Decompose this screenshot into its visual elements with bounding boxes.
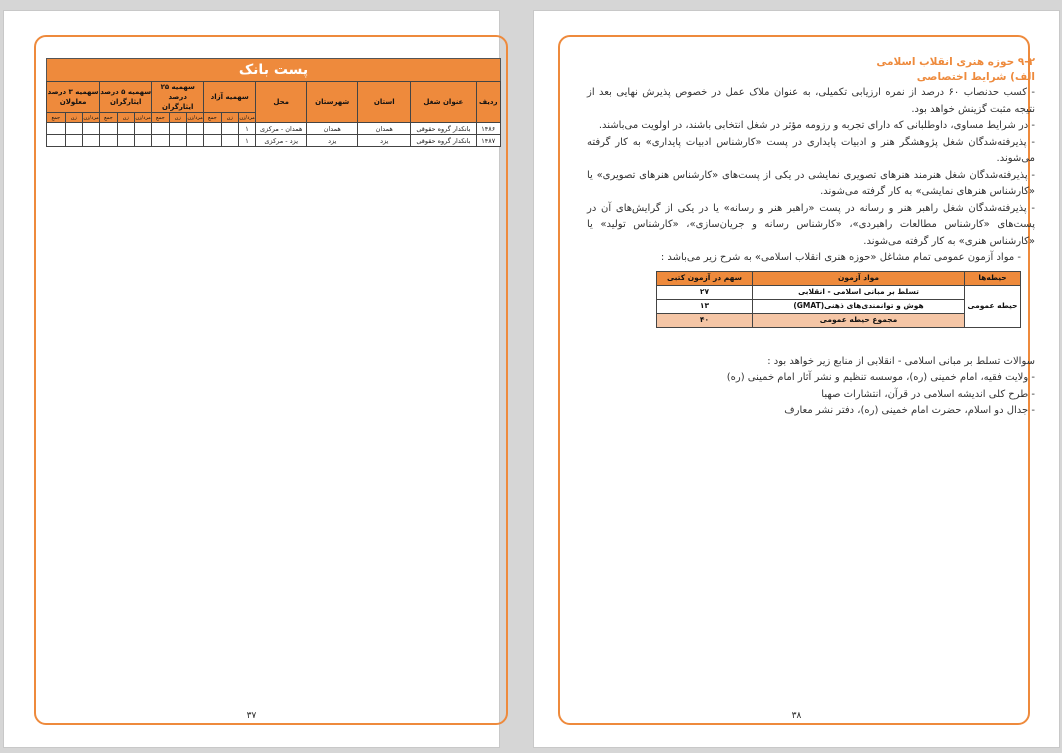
table-row [657, 285, 1021, 299]
page-number: ۳۷ [246, 711, 257, 721]
paragraph: - مواد آزمون عمومی تمام مشاغل «حوزه هنری انقلاب اسلامی» به شرح زیر می‌باشد : [660, 252, 1021, 263]
cell-total-label: مجموع حیطه عمومی [753, 313, 965, 327]
cell-empty [100, 123, 117, 135]
cell-job: بانکدار گروه حقوقی [411, 135, 476, 147]
subheader-male: جمع [47, 113, 66, 123]
cell-province: همدان [358, 123, 411, 135]
cell-empty [134, 123, 151, 135]
cell-empty [221, 123, 238, 135]
subheader-male: جمع [152, 113, 169, 123]
subheader-total: مرد/زن [135, 114, 151, 121]
cell-city: یزد [307, 135, 358, 147]
left-page [3, 10, 500, 748]
cell-location: همدان - مرکزی [256, 123, 307, 135]
cell-total-value: ۴۰ [657, 313, 753, 327]
header-province: استان [358, 82, 411, 123]
header-row: ردیف [476, 82, 500, 123]
header-quota-5: سهمیه ۵ درصد ایثارگران [100, 82, 152, 113]
cell-job: بانکدار گروه حقوقی [411, 123, 476, 135]
cell-location: یزد - مرکزی [256, 135, 307, 147]
cell-empty [47, 123, 66, 135]
cell-share: ۱۳ [657, 299, 753, 313]
cell-empty [152, 123, 169, 135]
cell-empty [65, 123, 82, 135]
cell-row: ۱۴۸۶ [476, 123, 500, 135]
cell-empty [47, 135, 66, 147]
subheader-female: زن [117, 113, 134, 123]
right-page [533, 10, 1060, 748]
subheader-total: مرد/زن [83, 114, 99, 121]
header-share: سهم در آزمون کتبی [657, 271, 753, 285]
cell-row: ۱۴۸۷ [476, 135, 500, 147]
cell-empty [82, 123, 99, 135]
header-location: محل [256, 82, 307, 123]
subheader-total: مرد/زن [187, 114, 203, 121]
cell-empty [82, 135, 99, 147]
cell-domain: حیطه عمومی [965, 285, 1021, 327]
cell-empty [204, 135, 221, 147]
paragraph: - پذیرفته‌شدگان شغل پژوهشگر هنر و ادبیات پایداری در پست «کارشناس ادبیات پایداری» به کار گرفته می‌شوند. [587, 136, 1035, 164]
paragraph: - در شرایط مساوی، داوطلبانی که دارای تجربه و رزومه مؤثر در شغل انتخابی باشند، در اولویت می‌باشند. [598, 120, 1035, 131]
section-subheading: الف) شرایط اختصاصی [916, 71, 1035, 83]
table-row [47, 123, 501, 135]
source-item: - طرح کلی اندیشه اسلامی در قرآن، انتشارات صهبا [821, 388, 1035, 400]
cell-city: همدان [307, 123, 358, 135]
source-item: - جدال دو اسلام، حضرت امام خمینی (ره)، دفتر نشر معارف [784, 405, 1035, 416]
subheader-male: جمع [100, 113, 117, 123]
header-job: عنوان شغل [411, 82, 476, 123]
header-subjects: مواد آزمون [753, 271, 965, 285]
cell-empty [117, 123, 134, 135]
cell-province: یزد [358, 135, 411, 147]
header-quota-25: سهمیه ۲۵ درصد ایثارگران [152, 82, 204, 113]
paragraph: - پذیرفته‌شدگان شغل راهبر هنر و رسانه در پست «راهبر هنر و رسانه» یا در یکی از گرایش‌های آن در پست‌های «کارشناس مطالعات راهبردی»، «کارشناس رسانه و جریان‌سازی»، «کارشناس تولید» یا «کارشناس هنری» به کار گرفته می‌شوند. [587, 202, 1035, 247]
cell-empty [204, 123, 221, 135]
cell-subject: تسلط بر مبانی اسلامی - انقلابی [753, 285, 965, 299]
post-bank-table-wrapper [46, 58, 501, 147]
subheader-female: زن [221, 113, 238, 123]
header-free-quota: سهمیه آزاد [204, 82, 256, 113]
exam-subjects-table [656, 271, 1021, 328]
cell-empty [186, 135, 203, 147]
post-bank-table [46, 81, 501, 147]
cell-empty [152, 135, 169, 147]
cell-empty [100, 135, 117, 147]
cell-empty [169, 123, 186, 135]
cell-free-total: ۱ [238, 123, 255, 135]
subheader-male: جمع [204, 113, 221, 123]
subheader-female: زن [169, 113, 186, 123]
page-content [587, 55, 1035, 420]
header-city: شهرستان [307, 82, 358, 123]
subheader-total: مرد/زن [239, 114, 255, 121]
subheader-female: زن [65, 113, 82, 123]
header-domains: حیطه‌ها [965, 271, 1021, 285]
paragraph: - پذیرفته‌شدگان شغل هنرمند هنرهای تصویری نمایشی در یکی از پست‌های «کارشناس هنرهای تصویری» یا «کارشناس هنرهای نمایشی» به کار گرفته می‌شوند. [587, 169, 1035, 197]
cell-empty [117, 135, 134, 147]
cell-free-total: ۱ [238, 135, 255, 147]
cell-empty [221, 135, 238, 147]
cell-subject: هوش و توانمندی‌های ذهنی(GMAT) [753, 299, 965, 313]
cell-empty [186, 123, 203, 135]
sources-section [587, 354, 1035, 420]
table-row [47, 135, 501, 147]
page-number: ۳۸ [791, 711, 802, 721]
cell-empty [65, 135, 82, 147]
header-quota-3: سهمیه ۳ درصد معلولان [47, 82, 100, 113]
cell-share: ۲۷ [657, 285, 753, 299]
cell-empty [134, 135, 151, 147]
source-item: - ولایت فقیه، امام خمینی (ره)، موسسه تنظیم و نشر آثار امام خمینی (ره) [726, 372, 1035, 383]
paragraph: - کسب حدنصاب ۶۰ درصد از نمره ارزیابی تکمیلی، به عنوان ملاک عمل در خصوص پذیرش نهایی بعد از نتیجه مثبت گزینش خواهد بود. [587, 87, 1035, 115]
cell-empty [169, 135, 186, 147]
sources-intro: سوالات تسلط بر مبانی اسلامی - انقلابی از منابع زیر خواهد بود : [767, 355, 1035, 367]
table-title: پست بانک [46, 58, 501, 81]
section-heading: ۹-۲ حوزه هنری انقلاب اسلامی [876, 56, 1035, 68]
